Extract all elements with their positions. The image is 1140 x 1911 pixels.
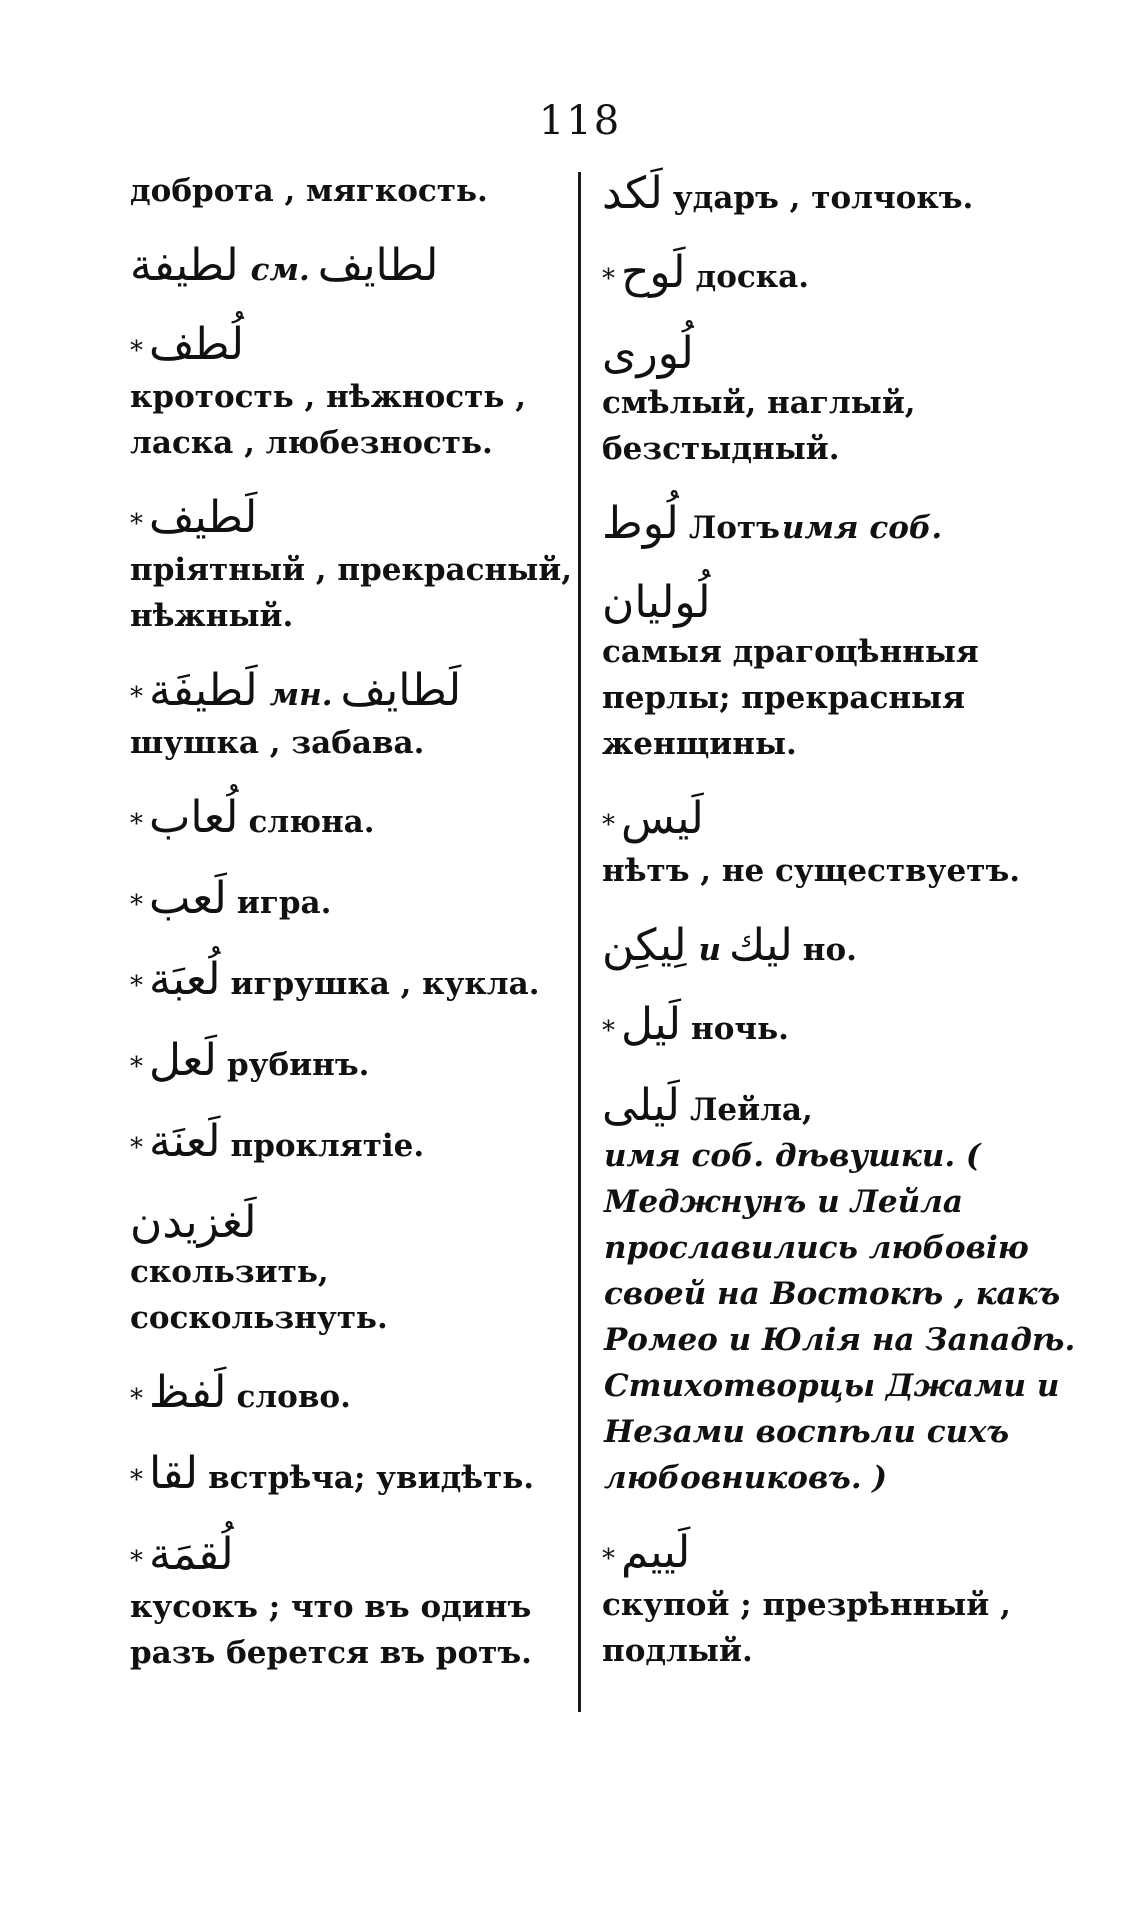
- arabic-headword: لُورى: [602, 328, 694, 379]
- arabic-headword: لُقمَة: [149, 1529, 234, 1580]
- entry-star: *: [602, 1016, 615, 1046]
- left-column: [130, 168, 578, 1702]
- definition: слюна.: [248, 804, 375, 840]
- dictionary-entry: [602, 577, 1088, 767]
- dictionary-entry: [130, 873, 578, 928]
- dictionary-entry: [602, 498, 1088, 551]
- dictionary-entry: [130, 792, 578, 847]
- dictionary-entry: [130, 1448, 578, 1503]
- definition: самыя драгоцѣнныя перлы; прекрасныя женщины.: [602, 634, 979, 762]
- arabic-headword: لَعل: [149, 1035, 217, 1086]
- entry-star: *: [130, 809, 143, 839]
- arabic-headword: لِيكِن: [602, 920, 687, 971]
- definition: доска.: [695, 259, 810, 295]
- dictionary-entry: [130, 1035, 578, 1090]
- arabic-headword: لَغزيدن: [130, 1197, 257, 1248]
- definition: игра.: [236, 885, 332, 921]
- arabic-headword: لطيفة: [130, 240, 239, 291]
- entry-note: имя соб.: [781, 510, 943, 546]
- entry-star: *: [602, 1544, 615, 1574]
- arabic-headword: لَعنَة: [149, 1116, 221, 1167]
- dictionary-entry: [130, 665, 578, 766]
- entry-note: и: [698, 932, 722, 968]
- entry-star: *: [130, 1384, 143, 1414]
- definition: нѣтъ , не существуетъ.: [602, 853, 1021, 889]
- arabic-headword: لَعب: [149, 873, 227, 924]
- dictionary-entry: [130, 954, 578, 1009]
- dictionary-entry: [602, 999, 1088, 1054]
- entry-note: имя соб. дѣвушки. ( Меджнунъ и Лейла прославились любовію своей на Востокѣ , какъ Ромео и Юлія на Западѣ. Стихотворцы Джами и Незами воспѣли сихъ любовниковъ. ): [604, 1138, 1076, 1496]
- entry-star: *: [602, 264, 615, 294]
- definition: смѣлый, наглый, безстыдный.: [602, 385, 916, 467]
- arabic-headword: لَفظ: [149, 1367, 227, 1418]
- page-number: 118: [538, 98, 622, 144]
- dictionary-entry: [130, 492, 578, 639]
- definition: игрушка , кукла.: [230, 966, 540, 1002]
- definition: Лотъ: [688, 510, 780, 546]
- definition: пріятный , прекрасный, нѣжный.: [130, 552, 573, 634]
- entry-star: *: [130, 682, 143, 712]
- dictionary-entry: [130, 1116, 578, 1171]
- dictionary-entry: [602, 793, 1088, 894]
- entry-star: *: [130, 971, 143, 1001]
- entry-star: *: [130, 1133, 143, 1163]
- arabic-variant: ليك: [729, 920, 793, 971]
- column-divider: [578, 172, 581, 1712]
- definition: доброта , мягкость.: [130, 173, 488, 209]
- arabic-headword: لَكد: [602, 168, 663, 219]
- definition: проклятіе.: [230, 1128, 425, 1164]
- arabic-headword: لَيلى: [602, 1080, 680, 1131]
- definition: скупой ; презрѣнный , подлый.: [602, 1587, 1011, 1669]
- arabic-headword: لقا: [149, 1448, 199, 1499]
- arabic-headword: لُوليان: [602, 577, 711, 628]
- definition: ударъ , толчокъ.: [672, 180, 974, 216]
- dictionary-entry: [130, 240, 578, 293]
- entry-note: мн.: [269, 677, 333, 713]
- arabic-headword: لَطيفَة: [149, 665, 258, 716]
- dictionary-entry: [602, 1527, 1088, 1674]
- dictionary-entry: [602, 920, 1088, 973]
- definition: шушка , забава.: [130, 725, 425, 761]
- dictionary-entry: [130, 1367, 578, 1422]
- right-column: [602, 168, 1088, 1700]
- definition: рубинъ.: [226, 1047, 370, 1083]
- definition: скользить, соскользнуть.: [130, 1254, 388, 1336]
- arabic-headword: لُعبَة: [149, 954, 221, 1005]
- dictionary-entry: [602, 1080, 1088, 1501]
- definition: слово.: [236, 1379, 351, 1415]
- definition: но.: [802, 932, 857, 968]
- arabic-variant: لَطايف: [340, 665, 462, 716]
- definition: ночь.: [691, 1011, 789, 1047]
- dictionary-entry: [602, 328, 1088, 472]
- entry-star: *: [130, 336, 143, 366]
- dictionary-entry: [130, 168, 578, 214]
- definition: кротость , нѣжность , ласка , любезность.: [130, 379, 526, 461]
- entry-star: *: [602, 810, 615, 840]
- arabic-headword: لَيل: [621, 999, 682, 1050]
- arabic-variant: لطايف: [317, 240, 439, 291]
- entry-star: *: [130, 1052, 143, 1082]
- dictionary-entry: [130, 1529, 578, 1676]
- entry-star: *: [130, 509, 143, 539]
- definition: кусокъ ; что въ одинъ разъ берется въ ротъ.: [130, 1589, 532, 1671]
- arabic-headword: لُوط: [602, 498, 679, 549]
- definition: встрѣча; увидѣть.: [208, 1460, 535, 1496]
- dictionary-entry: [130, 319, 578, 466]
- arabic-headword: لَيس: [621, 793, 704, 844]
- dictionary-entry: [602, 247, 1088, 302]
- entry-star: *: [130, 890, 143, 920]
- arabic-headword: لَييم: [621, 1527, 691, 1578]
- definition: Лейла,: [689, 1092, 813, 1128]
- arabic-headword: لَطيف: [149, 492, 258, 543]
- entry-star: *: [130, 1465, 143, 1495]
- arabic-headword: لُطف: [149, 319, 245, 370]
- entry-star: *: [130, 1546, 143, 1576]
- arabic-headword: لَوح: [621, 247, 686, 298]
- dictionary-entry: [602, 168, 1088, 221]
- entry-note: см.: [250, 252, 310, 288]
- arabic-headword: لُعاب: [149, 792, 239, 843]
- dictionary-entry: [130, 1197, 578, 1341]
